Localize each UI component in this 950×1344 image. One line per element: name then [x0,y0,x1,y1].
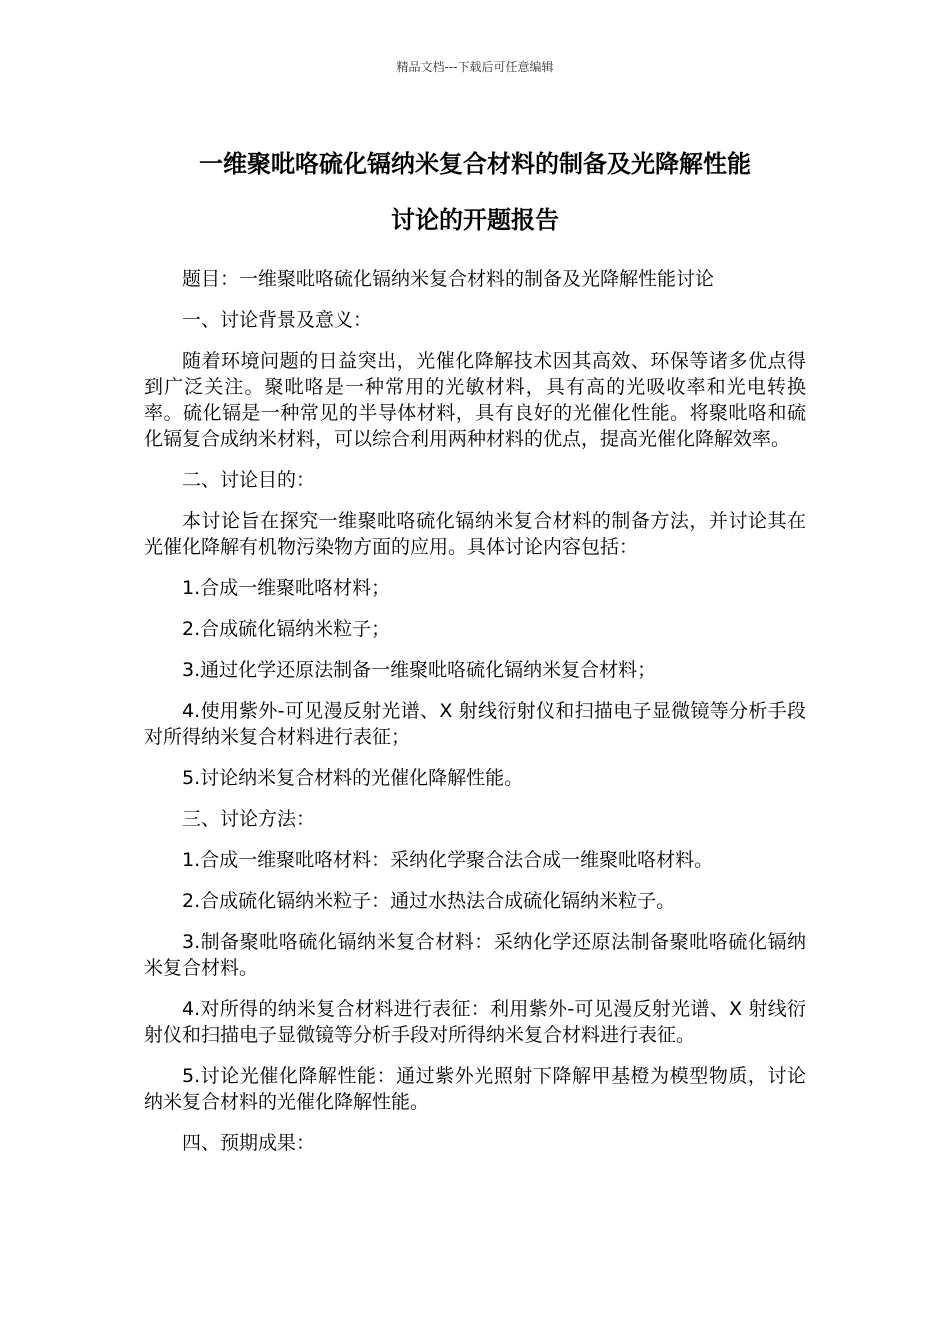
title-line-2: 讨论的开题报告 [391,206,559,234]
section-heading-outcomes: 四、预期成果： [182,1132,316,1154]
section-heading-background: 一、讨论背景及意义： [182,309,373,331]
section-heading-methods: 三、讨论方法： [182,808,316,830]
list-item: 4.使用紫外-可见漫反射光谱、X 射线衍射仪和扫描电子显微镜等分析手段对所得纳米复合材料进行表征； [144,700,806,748]
page-header: 精品文档---下载后可任意编辑 [396,60,554,74]
title-line-1: 一维聚吡咯硫化镉纳米复合材料的制备及光降解性能 [199,150,751,178]
section-heading-purpose: 二、讨论目的： [182,469,316,491]
list-item: 3.通过化学还原法制备一维聚吡咯硫化镉纳米复合材料； [182,659,657,681]
list-item: 1.合成一维聚吡咯材料； [182,577,391,599]
list-item: 2.合成硫化镉纳米粒子； [182,618,391,640]
list-item: 1.合成一维聚吡咯材料：采纳化学聚合法合成一维聚吡咯材料。 [182,849,714,871]
document-title [60,136,890,248]
list-item: 2.合成硫化镉纳米粒子：通过水热法合成硫化镉纳米粒子。 [182,890,676,912]
background-paragraph: 随着环境问题的日益突出，光催化降解技术因其高效、环保等诸多优点得到广泛关注。聚吡咯是一种常用的光敏材料，具有高的光吸收率和光电转换率。硫化镉是一种常见的半导体材料，具有良好的光催化性能。将聚吡咯和硫化镉复合成纳米材料，可以综合利用两种材料的优点，提高光催化降解效率。 [144,350,806,450]
list-item: 5.讨论光催化降解性能：通过紫外光照射下降解甲基橙为模型物质，讨论纳米复合材料的光催化降解性能。 [144,1065,806,1113]
topic-line: 题目：一维聚吡咯硫化镉纳米复合材料的制备及光降解性能讨论 [182,268,715,290]
list-item: 5.讨论纳米复合材料的光催化降解性能。 [182,767,524,789]
list-item: 3.制备聚吡咯硫化镉纳米复合材料：采纳化学还原法制备聚吡咯硫化镉纳米复合材料。 [144,931,806,979]
document-body [144,266,806,1171]
list-item: 4.对所得的纳米复合材料进行表征：利用紫外-可见漫反射光谱、X 射线衍射仪和扫描电子显微镜等分析手段对所得纳米复合材料进行表征。 [144,998,806,1046]
purpose-paragraph: 本讨论旨在探究一维聚吡咯硫化镉纳米复合材料的制备方法，并讨论其在光催化降解有机物污染物方面的应用。具体讨论内容包括： [144,510,806,558]
